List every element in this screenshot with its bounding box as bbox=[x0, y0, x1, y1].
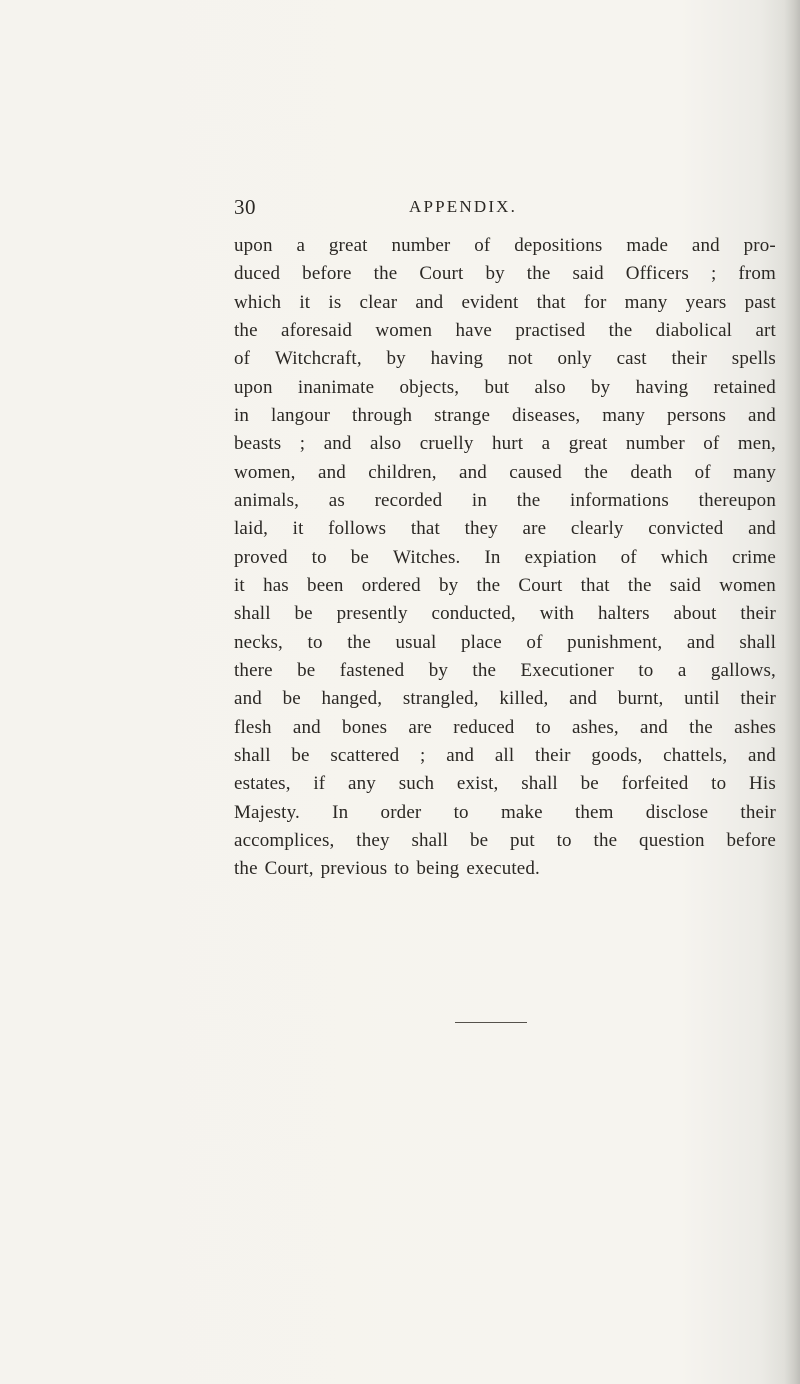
text-word: halters bbox=[597, 603, 650, 625]
text-word: are bbox=[522, 518, 547, 540]
text-line bbox=[234, 289, 776, 317]
text-word: ; bbox=[420, 744, 426, 766]
text-word: shall bbox=[234, 744, 271, 766]
text-word: until bbox=[684, 688, 720, 710]
text-word: the bbox=[347, 631, 371, 653]
text-word: a bbox=[677, 659, 687, 681]
text-word: to bbox=[556, 829, 572, 851]
text-word: place bbox=[460, 631, 502, 653]
text-word: before bbox=[726, 829, 776, 851]
text-word: that bbox=[536, 291, 566, 313]
text-word: having bbox=[635, 376, 689, 398]
text-word: many bbox=[602, 404, 646, 426]
text-word: accomplices, bbox=[234, 829, 335, 851]
text-word: be bbox=[291, 744, 310, 766]
text-word: they bbox=[356, 829, 390, 851]
text-word: and bbox=[317, 461, 346, 483]
text-word: also bbox=[534, 376, 566, 398]
text-word: said bbox=[669, 574, 702, 596]
text-word: about bbox=[673, 603, 717, 625]
text-word: the bbox=[373, 263, 398, 285]
text-line bbox=[234, 430, 776, 458]
text-word: practised bbox=[515, 319, 586, 341]
text-word: and bbox=[748, 744, 776, 766]
text-word: and bbox=[640, 716, 668, 738]
text-word: and bbox=[748, 404, 776, 426]
text-word: depositions bbox=[514, 235, 603, 256]
text-line bbox=[234, 799, 776, 827]
text-word: having bbox=[430, 348, 484, 370]
text-word: Witchcraft, bbox=[274, 348, 362, 370]
text-word: by bbox=[428, 659, 448, 681]
text-word: being bbox=[416, 858, 460, 880]
text-word: been bbox=[307, 574, 344, 596]
text-word: of bbox=[526, 631, 543, 653]
text-word: make bbox=[500, 801, 543, 823]
text-word: of bbox=[474, 235, 491, 256]
text-word: there bbox=[234, 659, 273, 681]
text-word: Court bbox=[518, 574, 563, 596]
text-word: death bbox=[630, 461, 673, 483]
text-word: and bbox=[686, 631, 715, 653]
text-word: question bbox=[639, 829, 705, 851]
text-word: usual bbox=[395, 631, 437, 653]
text-word: the bbox=[472, 659, 497, 681]
text-word: which bbox=[660, 546, 708, 568]
text-word: shall bbox=[234, 603, 271, 625]
text-word: scattered bbox=[330, 744, 400, 766]
text-word: clearly bbox=[570, 518, 624, 540]
text-word: beasts bbox=[234, 433, 282, 455]
text-word: children, bbox=[368, 461, 437, 483]
text-word: in bbox=[234, 404, 250, 426]
text-word: and bbox=[569, 688, 598, 710]
text-word: Court bbox=[419, 263, 464, 285]
text-word: duced bbox=[234, 263, 281, 285]
text-word: be bbox=[350, 546, 369, 568]
text-word: of bbox=[620, 546, 637, 568]
text-word: punishment, bbox=[567, 631, 663, 653]
text-word: to bbox=[711, 773, 727, 795]
text-line bbox=[234, 345, 776, 373]
text-word: and bbox=[459, 461, 487, 483]
text-word: convicted bbox=[648, 518, 724, 540]
text-word: number bbox=[625, 433, 685, 455]
text-word: by bbox=[485, 263, 505, 285]
text-line bbox=[234, 544, 776, 572]
text-word: fastened bbox=[339, 659, 405, 681]
text-word: the bbox=[234, 319, 258, 341]
text-word: and bbox=[234, 688, 262, 710]
text-word: hurt bbox=[491, 433, 524, 455]
text-word: In bbox=[332, 801, 349, 823]
text-word: shall bbox=[739, 631, 776, 653]
text-word: Court, bbox=[264, 858, 314, 880]
text-word: crime bbox=[731, 546, 776, 568]
text-word: and bbox=[323, 433, 352, 455]
text-word: all bbox=[494, 744, 515, 766]
text-word: informations bbox=[570, 489, 669, 511]
text-word: past bbox=[744, 291, 776, 313]
text-word: number bbox=[391, 235, 451, 256]
text-word: reduced bbox=[453, 716, 515, 738]
text-word: order bbox=[380, 801, 422, 823]
text-line bbox=[234, 629, 776, 657]
page-number: 30 bbox=[234, 195, 256, 219]
text-word: upon bbox=[234, 376, 273, 398]
text-word: the bbox=[593, 829, 618, 851]
text-word: strangled, bbox=[402, 688, 479, 710]
text-word: it bbox=[299, 291, 311, 313]
text-word: animals, bbox=[234, 489, 300, 511]
text-line bbox=[234, 317, 776, 345]
text-line bbox=[234, 402, 776, 430]
text-word: it bbox=[292, 518, 304, 540]
text-word: ordered bbox=[361, 574, 421, 596]
text-word: put bbox=[510, 829, 535, 851]
text-word: a bbox=[541, 433, 551, 455]
text-word: the bbox=[526, 263, 551, 285]
text-word: disclose bbox=[645, 801, 709, 823]
text-word: before bbox=[302, 263, 352, 285]
text-word: thereupon bbox=[698, 489, 776, 511]
text-word: His bbox=[749, 773, 776, 795]
text-line bbox=[234, 855, 776, 883]
text-line bbox=[234, 260, 776, 288]
text-word: and bbox=[691, 235, 720, 256]
text-word: of bbox=[703, 433, 720, 455]
text-word: Executioner bbox=[520, 659, 614, 681]
text-line bbox=[234, 742, 776, 770]
text-word: flesh bbox=[234, 716, 272, 738]
text-word: killed, bbox=[499, 688, 549, 710]
section-rule bbox=[455, 1022, 527, 1023]
text-word: only bbox=[557, 348, 592, 370]
text-word: the bbox=[608, 319, 633, 341]
text-word: chattels, bbox=[663, 744, 728, 766]
text-word: of bbox=[694, 461, 711, 483]
text-word: but bbox=[484, 376, 510, 398]
text-word: and bbox=[446, 744, 475, 766]
text-word: to bbox=[311, 546, 327, 568]
text-word: cast bbox=[616, 348, 647, 370]
text-word: that bbox=[580, 574, 610, 596]
body-text bbox=[234, 232, 776, 884]
text-line bbox=[234, 515, 776, 543]
text-line bbox=[234, 572, 776, 600]
text-word: the bbox=[584, 461, 608, 483]
text-word: years bbox=[685, 291, 727, 313]
text-word: retained bbox=[713, 376, 776, 398]
text-word: such bbox=[398, 773, 435, 795]
text-line bbox=[234, 487, 776, 515]
text-word: are bbox=[408, 716, 433, 738]
text-line bbox=[234, 600, 776, 628]
text-word: their bbox=[671, 348, 708, 370]
text-word: men, bbox=[737, 433, 776, 455]
text-word: many bbox=[624, 291, 668, 313]
text-word: the bbox=[476, 574, 501, 596]
text-word: they bbox=[464, 518, 498, 540]
text-word: any bbox=[348, 773, 376, 795]
text-word: evident bbox=[461, 291, 519, 313]
text-word: to bbox=[394, 858, 410, 880]
text-word: many bbox=[733, 461, 776, 483]
text-word: which bbox=[234, 291, 282, 313]
text-word: made bbox=[626, 235, 669, 256]
text-word: in bbox=[471, 489, 487, 511]
text-line bbox=[234, 232, 776, 260]
text-line bbox=[234, 714, 776, 742]
text-word: Officers bbox=[625, 263, 689, 285]
text-word: executed. bbox=[466, 858, 540, 880]
text-line bbox=[234, 374, 776, 402]
text-word: pro- bbox=[743, 235, 776, 256]
text-line bbox=[234, 685, 776, 713]
text-word: from bbox=[738, 263, 776, 285]
text-word: gallows, bbox=[710, 659, 776, 681]
text-word: the bbox=[234, 858, 258, 880]
text-word: ashes, bbox=[572, 716, 619, 738]
text-word: diabolical bbox=[655, 319, 733, 341]
text-word: inanimate bbox=[297, 376, 375, 398]
text-word: ; bbox=[299, 433, 306, 455]
text-word: necks, bbox=[234, 631, 283, 653]
text-word: by bbox=[386, 348, 406, 370]
text-word: bones bbox=[342, 716, 388, 738]
text-word: persons bbox=[666, 404, 727, 426]
text-word: conducted, bbox=[431, 603, 516, 625]
text-word: their bbox=[740, 801, 776, 823]
text-word: the bbox=[516, 489, 541, 511]
text-word: diseases, bbox=[511, 404, 581, 426]
text-line bbox=[234, 657, 776, 685]
text-word: clear bbox=[359, 291, 398, 313]
text-word: estates, bbox=[234, 773, 291, 795]
text-word: them bbox=[574, 801, 614, 823]
text-word: langour bbox=[271, 404, 331, 426]
text-word: that bbox=[410, 518, 440, 540]
text-word: shall bbox=[521, 773, 558, 795]
text-word: and bbox=[748, 518, 776, 540]
text-word: proved bbox=[234, 546, 288, 568]
text-word: goods, bbox=[591, 744, 643, 766]
text-word: objects, bbox=[399, 376, 460, 398]
text-word: exist, bbox=[456, 773, 499, 795]
text-word: women bbox=[719, 574, 776, 596]
text-word: art bbox=[755, 319, 776, 341]
text-word: the bbox=[689, 716, 713, 738]
text-word: the bbox=[627, 574, 652, 596]
text-word: be bbox=[580, 773, 599, 795]
text-word: laid, bbox=[234, 518, 268, 540]
text-word: it bbox=[234, 574, 245, 596]
text-word: aforesaid bbox=[281, 319, 353, 341]
text-word: and bbox=[415, 291, 444, 313]
text-word: if bbox=[313, 773, 326, 795]
text-word: women, bbox=[234, 461, 296, 483]
text-word: by bbox=[439, 574, 459, 596]
text-word: cruelly bbox=[419, 433, 474, 455]
running-head bbox=[234, 195, 774, 225]
text-word: forfeited bbox=[621, 773, 689, 795]
text-word: to bbox=[453, 801, 469, 823]
text-line bbox=[234, 770, 776, 798]
text-word: is bbox=[328, 291, 342, 313]
text-word: great bbox=[568, 433, 608, 455]
text-word: and bbox=[292, 716, 321, 738]
text-word: follows bbox=[328, 518, 387, 540]
text-word: be bbox=[282, 688, 301, 710]
text-word: shall bbox=[411, 829, 449, 851]
text-word: their bbox=[740, 688, 776, 710]
text-word: great bbox=[328, 235, 368, 256]
text-word: spells bbox=[731, 348, 776, 370]
text-word: not bbox=[507, 348, 533, 370]
text-word: recorded bbox=[374, 489, 443, 511]
text-word: presently bbox=[336, 603, 408, 625]
text-word: a bbox=[296, 235, 306, 256]
text-word: also bbox=[370, 433, 402, 455]
text-word: hanged, bbox=[321, 688, 383, 710]
text-word: In bbox=[484, 546, 501, 568]
text-word: has bbox=[263, 574, 289, 596]
text-word: of bbox=[234, 348, 251, 370]
text-word: said bbox=[572, 263, 604, 285]
text-word: with bbox=[539, 603, 575, 625]
text-word: upon bbox=[234, 235, 273, 256]
text-word: expiation bbox=[524, 546, 597, 568]
text-word: by bbox=[591, 376, 611, 398]
text-line bbox=[234, 827, 776, 855]
text-word: their bbox=[740, 603, 776, 625]
text-word: women bbox=[375, 319, 433, 341]
text-word: through bbox=[352, 404, 413, 426]
text-line bbox=[234, 459, 776, 487]
page-edge-shadow bbox=[784, 0, 800, 1384]
text-word: have bbox=[455, 319, 492, 341]
text-word: burnt, bbox=[617, 688, 664, 710]
text-word: caused bbox=[509, 461, 562, 483]
text-word: ; bbox=[710, 263, 717, 285]
text-word: be bbox=[294, 603, 313, 625]
text-word: be bbox=[297, 659, 316, 681]
text-word: ashes bbox=[734, 716, 776, 738]
text-word: previous bbox=[320, 858, 388, 880]
text-word: for bbox=[583, 291, 607, 313]
text-word: to bbox=[307, 631, 323, 653]
text-word: to bbox=[638, 659, 654, 681]
text-word: Witches. bbox=[393, 546, 461, 568]
text-word: to bbox=[535, 716, 551, 738]
running-head-title: APPENDIX. bbox=[409, 197, 518, 216]
text-word: their bbox=[535, 744, 571, 766]
text-word: Majesty. bbox=[234, 801, 300, 823]
text-word: be bbox=[469, 829, 489, 851]
text-word: as bbox=[328, 489, 345, 511]
text-word: strange bbox=[434, 404, 491, 426]
